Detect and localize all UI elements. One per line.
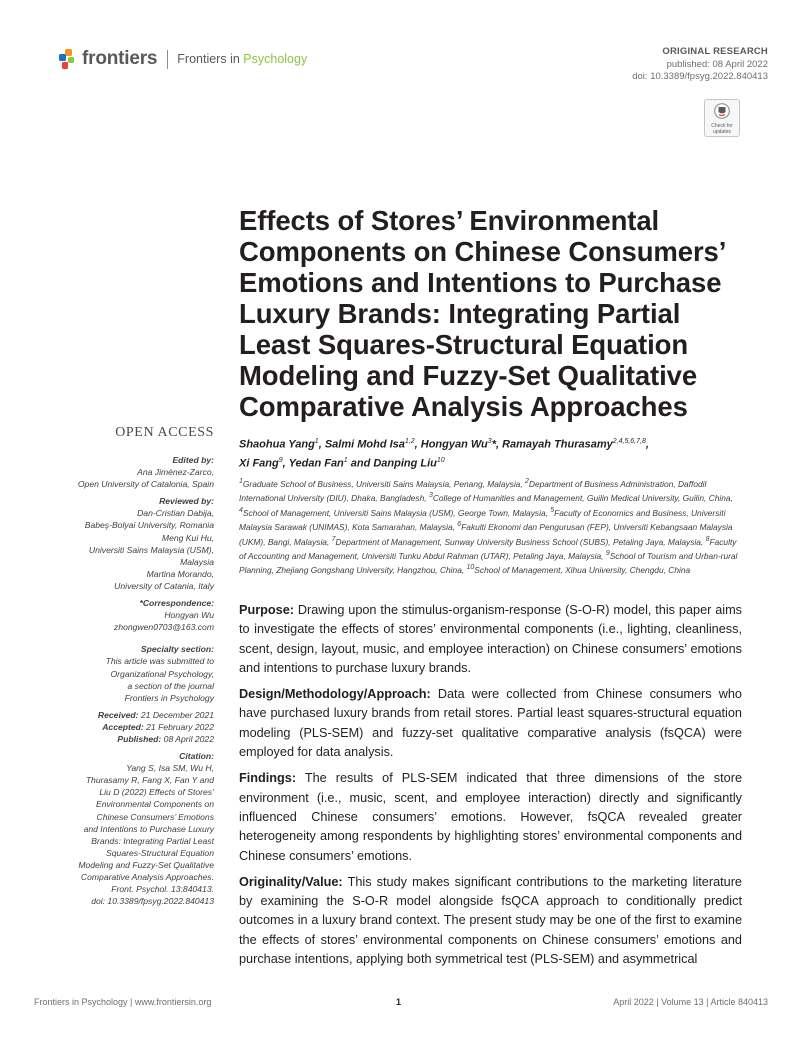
correspondence-email[interactable]: zhongwen0703@163.com [114,622,214,633]
affiliation-text: Department of Business Administration, Daffodil International University (DIU), Dhaka, Bangladesh, [239,478,707,504]
author-affil-mark: 9 [278,456,283,464]
affiliation-number: 3 [428,492,433,500]
page-footer [34,997,768,1009]
correspondence-label: *Correspondence: [139,598,214,609]
reviewer-line: Universiti Sains Malaysia (USM), [88,544,214,555]
journal-field: Psychology [243,52,308,66]
affiliation-number: 7 [331,535,336,543]
author-affil-mark: 3 [487,438,492,445]
citation-line: Environmental Components on [96,799,214,810]
check-for-updates-badge[interactable] [704,99,740,137]
accepted-date: 21 February 2022 [146,721,214,732]
affiliation-text: Graduate School of Business, Universiti Sains Malaysia, Penang, Malaysia, [242,478,525,489]
affiliation-number: 8 [705,535,710,543]
citation-line: Comparative Analysis Approaches. [80,872,214,882]
open-access-label: OPEN ACCESS [115,425,214,440]
author-affil-mark: 1,2 [404,438,415,445]
abstract-section-label: Purpose: [239,603,294,617]
citation-line: and Intentions to Purchase Luxury [83,823,214,834]
edited-by-label: Edited by: [172,455,214,465]
published-label: Published: [117,733,162,744]
footer-journal-link[interactable]: Frontiers in Psychology | www.frontiersin.org [34,997,212,1007]
article-doi[interactable]: doi: 10.3389/fpsyg.2022.840413 [632,71,768,83]
reviewer-line: Dan-Cristian Dabija, [137,508,214,519]
author-separator: , [414,438,421,451]
frontiers-logo[interactable] [58,47,307,71]
specialty-line: Organizational Psychology, [110,668,214,679]
specialty-line: Frontiers in Psychology [124,692,214,703]
article-type: ORIGINAL RESEARCH [662,46,768,57]
affiliation-text: School of Tourism and Urban-rural Planning, Zhejiang Gongshang University, Hangzhou, China, [239,550,738,576]
author-name[interactable]: Ramayah Thurasamy [502,438,613,451]
article-meta [632,46,768,84]
citation-line: Squares-Structural Equation [106,847,214,858]
page-number: 1 [396,997,402,1007]
abstract-design [239,685,742,762]
affiliation-text: College of Humanities and Management, Guilin Medical University, Guilin, China, [432,493,733,504]
reviewer-line: Babeş-Bolyai University, Romania [84,520,214,531]
reviewer-line: Malaysia [180,556,214,567]
abstract-findings [239,769,742,865]
check-updates-icon [714,103,730,119]
received-date: 21 December 2021 [140,709,214,720]
abstract-section-text: Drawing upon the stimulus-organism-response (S-O-R) model, this paper aims to investigate the effects of stores’ environmental components (i.e., lighting, cleanliness, scent, design, layout, music, and employee interaction) on Chinese consumers’ emotions and intentions to purchase luxury brands. [239,603,742,675]
abstract-purpose [239,601,742,678]
author-affil-mark: 2,4,5,6,7,8 [612,438,646,445]
author-name[interactable]: Danping Liu [373,457,437,470]
citation-line: Modeling and Fuzzy-Set Qualitative [78,859,214,870]
reviewer-line: University of Catania, Italy [114,580,214,591]
published-date-sidebar: 08 April 2022 [163,733,214,744]
received-row [49,709,214,721]
author-affil-mark: 10 [436,456,445,464]
affiliations [239,476,744,577]
specialty-line: a section of the journal [127,680,214,691]
affiliation-text: School of Management, Universiti Sains Malaysia (USM), George Town, Malaysia, [242,507,551,518]
logo-divider [167,50,168,69]
abstract-section-text: This study makes significant contributions to the marketing literature by examining the S-O-R model alongside fsQCA approach to conditionally predict outcomes in a luxury brand context. The present study may be one of the first to examine the effects of stores’ environmental components on Chinese consumers’ emotions and purchase intentions, applying both symmetrical test (PLS-SEM) and asymmetrical [239,874,742,967]
abstract-section-label: Design/Methodology/Approach: [239,687,431,702]
check-updates-label [705,124,739,135]
abstract-section-text: The results of PLS-SEM indicated that three dimensions of the store environment (i.e., music, scent, and employee interaction) directly and significantly influenced Chinese consumers’ emotions. However, fsQCA revealed greater heterogeneity among respondents by highlighting stores’ environmental components and Chinese consumers’ emotions. [239,771,742,863]
affiliation-text: Fakulti Ekonomi dan Pengurusan (FEP), Universiti Kebangsaan Malaysia (UKM), Bangi, Malaysia, [239,521,733,547]
abstract-originality [239,873,742,969]
affiliation-number: 4 [239,506,243,514]
author-affil-mark: 1 [343,456,348,464]
reviewer-line: Meng Kui Hu, [161,532,214,543]
author-separator: , [318,438,325,451]
author-affil-mark: 1 [314,438,319,445]
specialty-section-label: Specialty section: [140,644,214,655]
article-dates [49,709,214,745]
reviewer-line: Martina Morando, [146,568,214,579]
frontiers-logo-icon [58,48,78,70]
affiliation-text: Faculty of Economics and Business, Universiti Malaysia Sarawak (UNIMAS), Kota Samarahan, Malaysia, [239,507,726,532]
author-name[interactable]: Xi Fang [239,457,279,470]
citation-line: Front. Psychol. 13:840413. [111,884,214,895]
article-title: Effects of Stores’ Environmental Components on Chinese Consumers’ Emotions and Intentions to Purchase Luxury Brands: Integrating Partial Least Squares-Structural Equation Modeling and Fuzzy-Set Qualitative Comparative Analysis Approaches [239,205,725,422]
abstract-section-label: Findings: [239,771,297,786]
editor-name: Ana Jiménez-Zarco, [137,467,214,478]
article-sidebar [49,454,214,907]
author-name[interactable]: Hongyan Wu [420,438,488,451]
author-name[interactable]: Yedan Fan [288,457,344,470]
author-separator: , [282,457,289,470]
abstract-section-text: Data were collected from Chinese consumers who have purchased luxury brands from retail stores. Partial least squares-structural equation modeling (PLS-SEM) and fuzzy-set qualitative comparative analysis (fsQCA) were employed for data analysis. [239,687,742,760]
author-separator: , [645,438,649,451]
badge-line-1: Check for [711,123,733,129]
affiliation-number: 9 [605,549,610,557]
affiliation-text: Faculty of Accounting and Management, Universiti Tunku Abdul Rahman (UTAR), Petaling Jaya, Malaysia, [239,536,737,561]
author-name[interactable]: Salmi Mohd Isa [324,438,405,451]
citation-doi[interactable]: doi: 10.3389/fpsyg.2022.840413 [91,896,214,907]
journal-name [177,52,307,66]
affiliation-text: School of Management, Xihua University, Chengdu, China [474,565,691,576]
accepted-label: Accepted: [102,721,144,732]
author-name[interactable]: Shaohua Yang [239,438,315,451]
received-label: Received: [97,709,139,720]
citation-line: Thurasamy R, Fang X, Fan Y and [85,775,214,786]
affiliation-number: 5 [550,506,555,514]
affiliation-number: 6 [457,521,462,529]
logo-wordmark: frontiers [82,48,158,69]
reviewed-by-label: Reviewed by: [159,496,214,507]
author-separator: , [495,438,503,451]
citation-label: Citation: [179,751,214,762]
abstract-section-label: Originality/Value: [239,874,343,889]
affiliation-number: 2 [525,478,529,485]
correspondence-name: Hongyan Wu [164,610,214,621]
citation-line: Yang S, Isa SM, Wu H, [126,763,214,774]
accepted-row [49,721,214,733]
published-row [49,733,214,745]
affiliation-number: 1 [239,478,243,485]
footer-issue-info: April 2022 | Volume 13 | Article 840413 [613,997,768,1007]
journal-prefix: Frontiers in [177,52,244,66]
badge-line-2: updates [713,128,731,135]
author-separator: and [347,457,374,470]
structured-abstract [239,601,742,976]
citation-line: Chinese Consumers’ Emotions [96,811,214,822]
citation-line: Brands: Integrating Partial Least [91,835,214,846]
affiliation-number: 10 [466,564,475,572]
published-date: published: 08 April 2022 [666,58,768,70]
editor-affiliation: Open University of Catalonia, Spain [77,479,214,490]
specialty-line: This article was submitted to [105,656,214,667]
author-list [239,434,759,471]
corresponding-author-mark: * [491,438,496,451]
affiliation-text: Department of Management, Sunway University Business School (SUBS), Petaling Jaya, Malaysia, [335,536,706,547]
citation-line: Liu D (2022) Effects of Stores’ [99,787,214,798]
